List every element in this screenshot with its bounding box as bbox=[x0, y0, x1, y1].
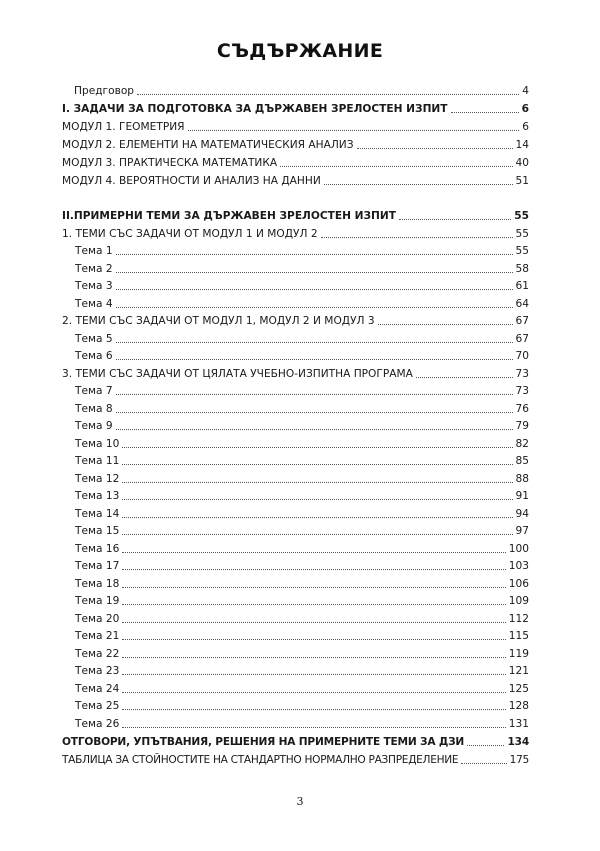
dot-leader bbox=[122, 674, 505, 675]
dot-leader bbox=[321, 237, 513, 238]
toc-entry-page: 91 bbox=[515, 490, 529, 502]
toc-entry-label: Тема 25 bbox=[75, 700, 120, 712]
toc-entry-part2[interactable] bbox=[62, 207, 529, 223]
toc-entry-page: 64 bbox=[515, 298, 529, 310]
toc-entry-tema11[interactable] bbox=[62, 452, 529, 468]
dot-leader bbox=[451, 112, 519, 113]
toc-entry-label: ОТГОВОРИ, УПЪТВАНИЯ, РЕШЕНИЯ НА ПРИМЕРНИТЕ ТЕМИ ЗА ДЗИ bbox=[62, 736, 465, 748]
toc-entry-page: 6 bbox=[521, 103, 529, 115]
dot-leader bbox=[122, 447, 512, 448]
toc-entry-tema24[interactable] bbox=[62, 680, 529, 696]
toc-entry-page: 67 bbox=[515, 315, 529, 327]
toc-entry-label: Тема 18 bbox=[75, 578, 120, 590]
dot-leader bbox=[116, 394, 513, 395]
toc-entry-page: 100 bbox=[508, 543, 529, 555]
toc-entry-tema15[interactable] bbox=[62, 522, 529, 538]
dot-leader bbox=[122, 499, 512, 500]
toc-entry-tema17[interactable] bbox=[62, 557, 529, 573]
toc-entry-label: Тема 8 bbox=[75, 403, 113, 415]
toc-entry-label: Тема 26 bbox=[75, 718, 120, 730]
toc-entry-tema10[interactable] bbox=[62, 435, 529, 451]
toc-entry-tema19[interactable] bbox=[62, 592, 529, 608]
dot-leader bbox=[116, 359, 513, 360]
toc-entry-module1[interactable] bbox=[62, 118, 529, 134]
toc-entry-label: 2. ТЕМИ СЪС ЗАДАЧИ ОТ МОДУЛ 1, МОДУЛ 2 И МОДУЛ 3 bbox=[62, 315, 375, 327]
toc-entry-group2[interactable] bbox=[62, 312, 529, 328]
toc-entry-tema12[interactable] bbox=[62, 470, 529, 486]
toc-entry-page: 76 bbox=[515, 403, 529, 415]
toc-entry-label: Тема 3 bbox=[75, 280, 113, 292]
toc-entry-page: 103 bbox=[508, 560, 529, 572]
toc-entry-part1[interactable] bbox=[62, 100, 529, 116]
toc-entry-label: Тема 5 bbox=[75, 333, 113, 345]
toc-entry-tema26[interactable] bbox=[62, 715, 529, 731]
toc-entry-page: 40 bbox=[515, 157, 529, 169]
toc-entry-page: 14 bbox=[515, 139, 529, 151]
toc-entry-page: 134 bbox=[507, 736, 529, 748]
toc-entry-page: 58 bbox=[515, 263, 529, 275]
toc-entry-tema18[interactable] bbox=[62, 575, 529, 591]
dot-leader bbox=[116, 254, 513, 255]
toc-entry-tema14[interactable] bbox=[62, 505, 529, 521]
toc-entry-page: 82 bbox=[515, 438, 529, 450]
toc-entry-label: Тема 21 bbox=[75, 630, 120, 642]
dot-leader bbox=[280, 166, 512, 167]
toc-entry-page: 73 bbox=[515, 385, 529, 397]
toc-entry-page: 97 bbox=[515, 525, 529, 537]
toc-entry-label: Тема 22 bbox=[75, 648, 120, 660]
toc-entry-page: 51 bbox=[515, 175, 529, 187]
toc-entry-page: 70 bbox=[515, 350, 529, 362]
toc-entry-tema4[interactable] bbox=[62, 295, 529, 311]
toc-entry-tema7[interactable] bbox=[62, 382, 529, 398]
toc-entry-page: 106 bbox=[508, 578, 529, 590]
dot-leader bbox=[122, 692, 505, 693]
toc-entry-label: Тема 4 bbox=[75, 298, 113, 310]
toc-entry-label: Тема 14 bbox=[75, 508, 120, 520]
dot-leader bbox=[122, 534, 512, 535]
dot-leader bbox=[122, 482, 512, 483]
page-number: 3 bbox=[296, 795, 304, 808]
dot-leader bbox=[116, 429, 513, 430]
toc-entry-page: 55 bbox=[515, 245, 529, 257]
dot-leader bbox=[122, 709, 505, 710]
toc-entry-page: 6 bbox=[522, 121, 529, 133]
toc-entry-tema21[interactable] bbox=[62, 627, 529, 643]
toc-entry-label: Тема 10 bbox=[75, 438, 120, 450]
dot-leader bbox=[116, 307, 513, 308]
toc-entry-page: 61 bbox=[515, 280, 529, 292]
toc-entry-label: I. ЗАДАЧИ ЗА ПОДГОТОВКА ЗА ДЪРЖАВЕН ЗРЕЛОСТЕН ИЗПИТ bbox=[62, 103, 448, 115]
toc-entry-label: II.ПРИМЕРНИ ТЕМИ ЗА ДЪРЖАВЕН ЗРЕЛОСТЕН ИЗПИТ bbox=[62, 210, 396, 222]
toc-entry-label: Тема 17 bbox=[75, 560, 120, 572]
dot-leader bbox=[122, 464, 512, 465]
toc-entry-label: Тема 19 bbox=[75, 595, 120, 607]
toc-entry-label: Тема 23 bbox=[75, 665, 120, 677]
toc-entry-table[interactable] bbox=[62, 751, 529, 767]
dot-leader bbox=[122, 622, 505, 623]
toc-entry-page: 119 bbox=[508, 648, 529, 660]
toc-entry-tema8[interactable] bbox=[62, 400, 529, 416]
toc-entry-group3[interactable] bbox=[62, 365, 529, 381]
toc-entry-tema9[interactable] bbox=[62, 417, 529, 433]
toc-entry-label: Тема 1 bbox=[75, 245, 113, 257]
dot-leader bbox=[461, 763, 506, 764]
toc-entry-tema22[interactable] bbox=[62, 645, 529, 661]
dot-leader bbox=[116, 412, 513, 413]
toc-entry-tema13[interactable] bbox=[62, 487, 529, 503]
toc-entry-page: 55 bbox=[514, 210, 529, 222]
toc-entry-label: ТАБЛИЦА ЗА СТОЙНОСТИТЕ НА СТАНДАРТНО НОРМАЛНО РАЗПРЕДЕЛЕНИЕ bbox=[62, 754, 459, 766]
toc-entry-page: 94 bbox=[515, 508, 529, 520]
toc-entry-page: 85 bbox=[515, 455, 529, 467]
toc-entry-page: 112 bbox=[508, 613, 529, 625]
toc-entry-label: Тема 12 bbox=[75, 473, 120, 485]
toc-entry-tema3[interactable] bbox=[62, 277, 529, 293]
toc-entry-label: 3. ТЕМИ СЪС ЗАДАЧИ ОТ ЦЯЛАТА УЧЕБНО-ИЗПИТНА ПРОГРАМА bbox=[62, 368, 413, 380]
dot-leader bbox=[122, 604, 505, 605]
dot-leader bbox=[324, 184, 513, 185]
dot-leader bbox=[122, 639, 505, 640]
toc-entry-label: МОДУЛ 4. ВЕРОЯТНОСТИ И АНАЛИЗ НА ДАННИ bbox=[62, 175, 321, 187]
dot-leader bbox=[378, 324, 513, 325]
toc-entry-tema6[interactable] bbox=[62, 347, 529, 363]
toc-entry-tema2[interactable] bbox=[62, 260, 529, 276]
toc-entry-page: 4 bbox=[522, 85, 529, 97]
dot-leader bbox=[122, 727, 505, 728]
toc-entry-group1[interactable] bbox=[62, 225, 529, 241]
dot-leader bbox=[122, 552, 505, 553]
toc-entry-page: 125 bbox=[508, 683, 529, 695]
dot-leader bbox=[122, 657, 505, 658]
toc-entry-label: Тема 9 bbox=[75, 420, 113, 432]
toc-entry-page: 131 bbox=[508, 718, 529, 730]
toc-entry-page: 121 bbox=[508, 665, 529, 677]
dot-leader bbox=[122, 587, 505, 588]
toc-entry-answers[interactable] bbox=[62, 733, 529, 749]
toc-entry-label: МОДУЛ 3. ПРАКТИЧЕСКА МАТЕМАТИКА bbox=[62, 157, 278, 169]
dot-leader bbox=[467, 745, 504, 746]
toc-entry-label: МОДУЛ 1. ГЕОМЕТРИЯ bbox=[62, 121, 185, 133]
toc-entry-tema16[interactable] bbox=[62, 540, 529, 556]
toc-entry-label: МОДУЛ 2. ЕЛЕМЕНТИ НА МАТЕМАТИЧЕСКИЯ АНАЛИЗ bbox=[62, 139, 354, 151]
toc-entry-page: 115 bbox=[508, 630, 529, 642]
toc-entry-label: Тема 13 bbox=[75, 490, 120, 502]
toc-entry-label: Предговор bbox=[74, 85, 135, 97]
dot-leader bbox=[122, 517, 512, 518]
dot-leader bbox=[122, 569, 505, 570]
dot-leader bbox=[116, 289, 513, 290]
toc-entry-module2[interactable] bbox=[62, 136, 529, 152]
dot-leader bbox=[116, 342, 513, 343]
toc-entry-page: 175 bbox=[509, 754, 529, 766]
toc-entry-label: 1. ТЕМИ СЪС ЗАДАЧИ ОТ МОДУЛ 1 И МОДУЛ 2 bbox=[62, 228, 318, 240]
toc-entry-module4[interactable] bbox=[62, 172, 529, 188]
page-title: СЪДЪРЖАНИЕ bbox=[216, 40, 384, 62]
toc-entry-tema25[interactable] bbox=[62, 697, 529, 713]
toc-entry-module3[interactable] bbox=[62, 154, 529, 170]
toc-entry-label: Тема 11 bbox=[75, 455, 120, 467]
toc-entry-tema5[interactable] bbox=[62, 330, 529, 346]
toc-entry-tema20[interactable] bbox=[62, 610, 529, 626]
toc-entry-label: Тема 7 bbox=[75, 385, 113, 397]
toc-entry-page: 79 bbox=[515, 420, 529, 432]
toc-entry-page: 128 bbox=[508, 700, 529, 712]
toc-entry-label: Тема 16 bbox=[75, 543, 120, 555]
toc-entry-page: 55 bbox=[515, 228, 529, 240]
toc-entry-page: 88 bbox=[515, 473, 529, 485]
toc-entry-label: Тема 15 bbox=[75, 525, 120, 537]
dot-leader bbox=[116, 272, 513, 273]
toc-entry-label: Тема 2 bbox=[75, 263, 113, 275]
dot-leader bbox=[416, 377, 513, 378]
dot-leader bbox=[399, 219, 511, 220]
toc-entry-page: 109 bbox=[508, 595, 529, 607]
dot-leader bbox=[188, 130, 520, 131]
toc-entry-page: 67 bbox=[515, 333, 529, 345]
toc-entry-label: Тема 20 bbox=[75, 613, 120, 625]
toc-entry-preface[interactable] bbox=[62, 82, 529, 98]
dot-leader bbox=[137, 94, 519, 95]
toc-entry-page: 73 bbox=[515, 368, 529, 380]
toc-entry-tema23[interactable] bbox=[62, 662, 529, 678]
toc-entry-label: Тема 24 bbox=[75, 683, 120, 695]
dot-leader bbox=[357, 148, 513, 149]
toc-entry-tema1[interactable] bbox=[62, 242, 529, 258]
toc-entry-label: Тема 6 bbox=[75, 350, 113, 362]
